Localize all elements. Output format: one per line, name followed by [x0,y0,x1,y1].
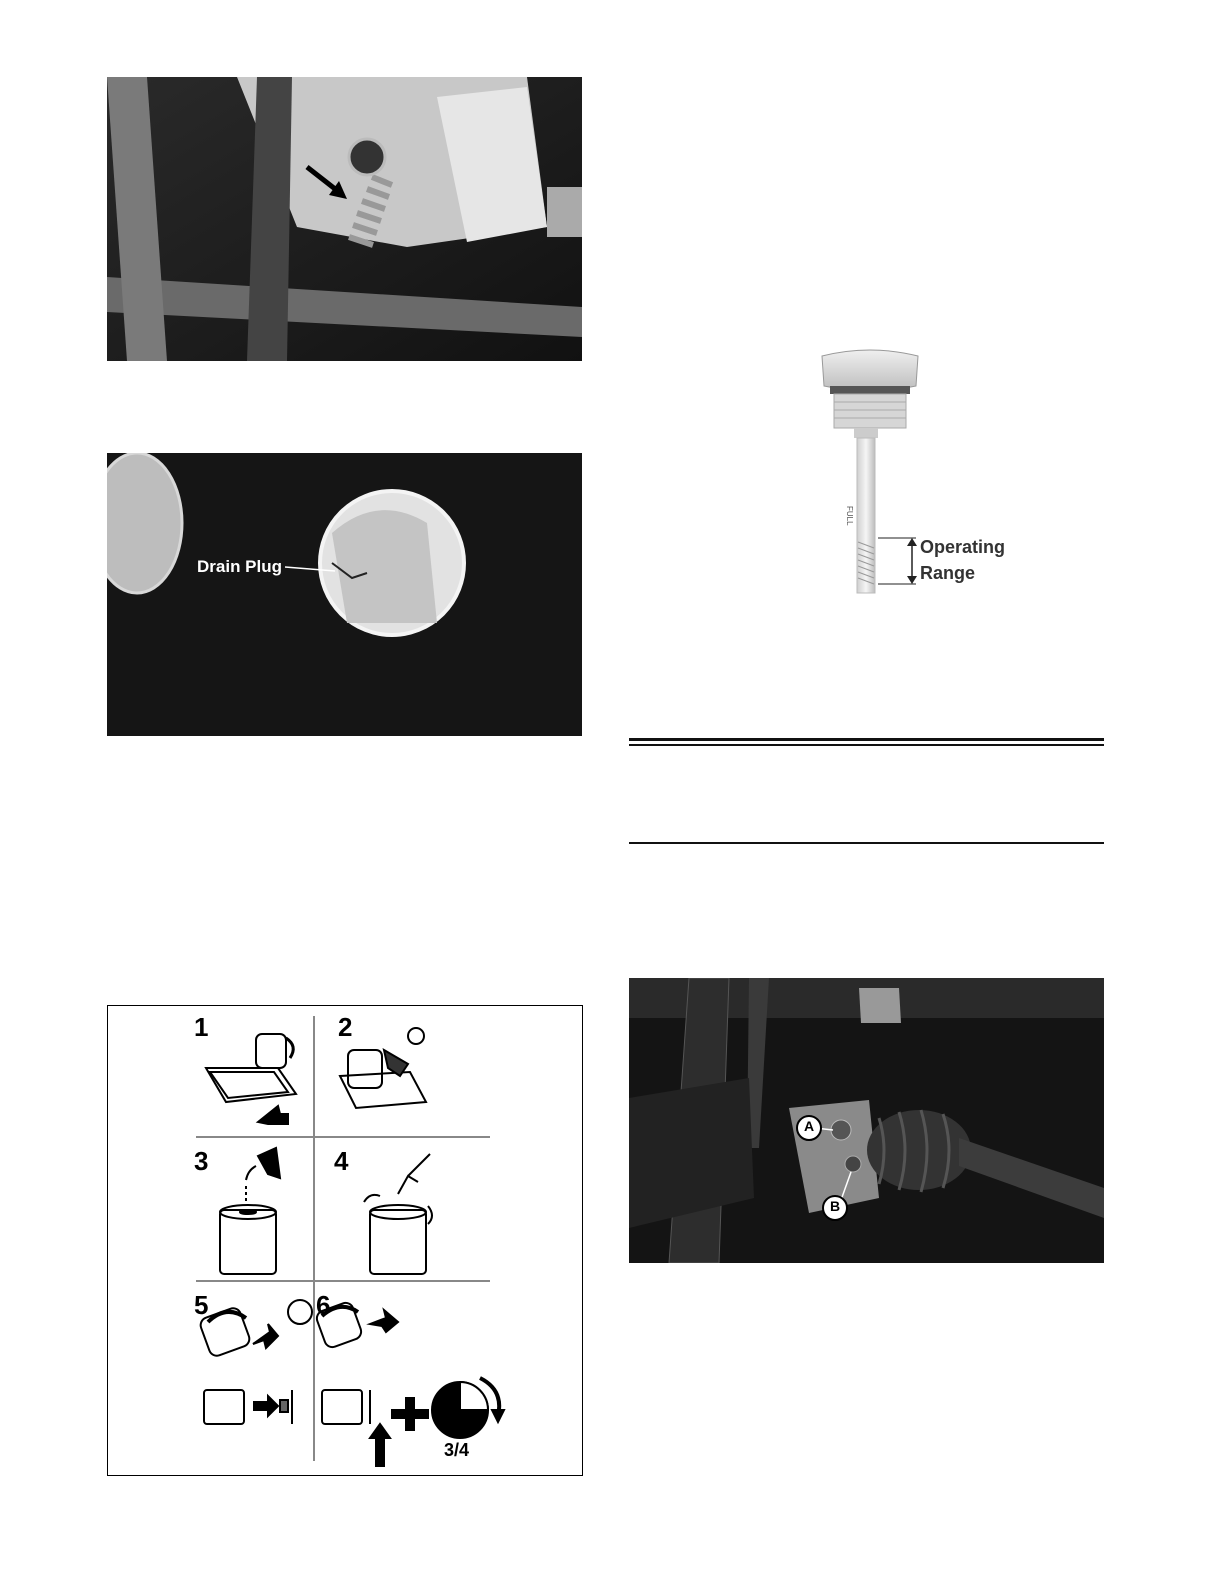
step-1-number: 1 [194,1012,209,1042]
step1-illustration [206,1034,296,1124]
step3-illustration [220,1148,280,1274]
drain-plug-callout: Drain Plug [197,557,283,576]
step6-illustration [315,1301,504,1466]
gearcase-photo [629,978,1104,1263]
drain-plug-photo [107,453,582,736]
three-quarter-turn-label: 3/4 [444,1440,470,1460]
section-rule-top-thin [629,744,1104,746]
section-rule-top-thick [629,738,1104,741]
oil-filter-steps-diagram [107,1005,583,1476]
step2-illustration [340,1028,426,1108]
step-6-number: 6 [316,1290,331,1320]
operating-range-label-line2: Range [920,563,976,583]
step5-illustration [198,1300,312,1424]
step-3-number: 3 [194,1146,209,1176]
step-2-number: 2 [338,1012,353,1042]
dipstick-figure [810,348,1020,598]
callout-b-label: B [829,1198,841,1214]
engine-bay-photo [107,77,582,361]
step-4-number: 4 [334,1146,349,1176]
section-rule-bottom [629,842,1104,844]
dipstick-full-marking: FULL [845,506,854,526]
operating-range-label-line1: Operating [920,537,1006,557]
step-5-number: 5 [194,1290,209,1320]
step4-illustration [364,1154,432,1274]
callout-a-label: A [803,1118,815,1134]
